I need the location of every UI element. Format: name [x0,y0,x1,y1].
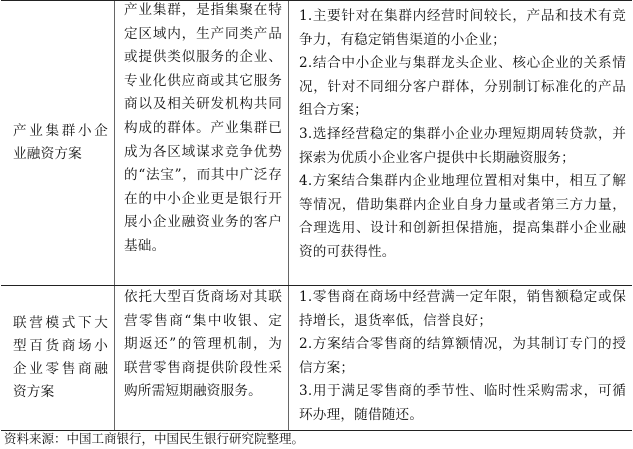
table-row [1,1,632,285]
scheme-name-cell [1,1,114,285]
scheme-name: 产业集群小企业融资方案 [13,123,108,162]
financing-schemes-table [1,0,632,431]
feature-item: 3.用于满足零售商的季节性、临时性采购需求，可循环办理，随借随还。 [299,383,626,423]
scheme-features-cell [289,286,632,430]
table-row [1,286,632,430]
feature-item: 4.方案结合集群内企业地理位置相对集中，相互了解等情况，借助集群内企业自身力量或者第三方力量，合理选用、设计和创新担保措施，提高集群小企业融资的可获得性。 [299,173,626,260]
scheme-definition-cell [115,1,288,285]
scheme-definition-cell [115,286,288,430]
source-note: 资料来源：中国工商银行，中国民生银行研究院整理。 [4,431,305,446]
feature-item: 1.零售商在商场中经营满一定年限，销售额稳定或保持增长，退货率低，信誉良好； [299,289,626,329]
feature-item: 2.结合中小企业与集群龙头企业、核心企业的关系情况，针对不同细分客户群体，分别制订标准化的产品组合方案； [299,55,626,119]
scheme-name-cell [1,286,114,430]
scheme-definition: 产业集群，是指集聚在特定区域内，生产同类产品或提供类似服务的企业、专业化供应商或其它服务商以及相关研发机构共同构成的群体。产业集群已成为各区域谋求竞争优势的“法宝”，而其中广泛存在的中小企业更是银行开展小企业融资业务的客户基础。 [124,2,282,254]
feature-item: 3.选择经营稳定的集群小企业办理短期周转贷款，并探索为优质小企业客户提供中长期融资服务； [299,125,626,166]
scheme-features-cell [289,1,632,285]
feature-item: 2.方案结合零售商的结算额情况，为其制订专门的授信方案； [299,336,626,376]
scheme-name: 联营模式下大型百货商场小企业零售商融资方案 [13,315,108,400]
scheme-definition: 依托大型百货商场对其联营零售商“集中收银、定期返还”的管理机制，为联营零售商提供阶段性采购所需短期融资服务。 [124,289,282,400]
feature-item: 1.主要针对在集群内经营时间较长，产品和技术有竞争力，有稳定销售渠道的小企业； [299,8,626,48]
